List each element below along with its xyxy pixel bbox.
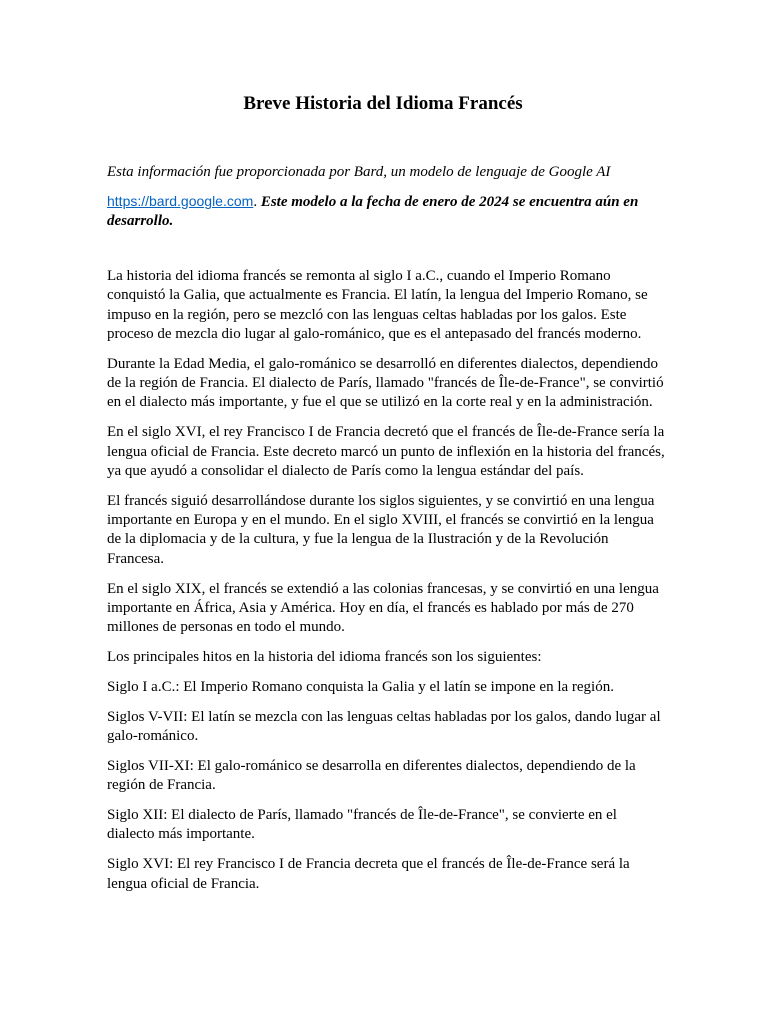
source-link[interactable]: https://bard.google.com: [107, 193, 254, 209]
milestone-item: Siglo XVI: El rey Francisco I de Francia decreta que el francés de Île-de-France será la lengua oficial de Francia.: [107, 856, 630, 892]
source-note: Este modelo a la fecha de enero de 2024 se encuentra aún en desarrollo.: [107, 194, 639, 229]
paragraph-5: En el siglo XIX, el francés se extendió a las colonias francesas, y se convirtió en una lengua importante en África, Asia y América. Hoy en día, el francés es hablado por más de 270 millones de personas en todo el mundo.: [107, 580, 659, 636]
milestone-item: Siglo I a.C.: El Imperio Romano conquista la Galia y el latín se impone en la región.: [107, 678, 614, 695]
source-punctuation: .: [253, 194, 258, 210]
paragraph-2: Durante la Edad Media, el galo-románico se desarrolló en diferentes dialectos, dependiendo de la región de Francia. El dialecto de París, llamado "francés de Île-de-France", se convirtió en el dialecto más importante, y fue el que se utilizó en la corte real y en la administración.: [107, 355, 664, 411]
attribution-note: Esta información fue proporcionada por Bard, un modelo de lenguaje de Google AI: [107, 164, 611, 180]
body-text: [107, 267, 667, 905]
milestones-intro: Los principales hitos en la historia del idioma francés son los siguientes:: [107, 649, 542, 666]
paragraph-4: El francés siguió desarrollándose durante los siglos siguientes, y se convirtió en una lengua importante en Europa y en el mundo. En el siglo XVIII, el francés se convirtió en la lengua de la diplomacia y de la cultura, y fue la lengua de la Ilustración y de la Revolución Francesa.: [107, 492, 655, 567]
milestone-item: Siglos V-VII: El latín se mezcla con las lenguas celtas habladas por los galos, dando lugar al galo-románico.: [107, 708, 661, 745]
source-line: [107, 192, 667, 231]
paragraph-3: En el siglo XVI, el rey Francisco I de Francia decretó que el francés de Île-de-France sería la lengua oficial de Francia. Este decreto marcó un punto de inflexión en la historia del francés, ya que ayudó a consolidar el dialecto de París como la lengua estándar del país.: [107, 424, 665, 479]
paragraph-1: La historia del idioma francés se remonta al siglo I a.C., cuando el Imperio Romano conquistó la Galia, que actualmente es Francia. El latín, la lengua del Imperio Romano, se impuso en la región, pero se mezcló con las lenguas celtas habladas por los galos. Este proceso de mezcla dio lugar al galo-románico, que es el antepasado del francés moderno.: [107, 268, 648, 342]
milestone-item: Siglo XII: El dialecto de París, llamado "francés de Île-de-France", se convierte en el dialecto más importante.: [107, 807, 617, 843]
milestone-item: Siglos VII-XI: El galo-románico se desarrolla en diferentes dialectos, dependiendo de la región de Francia.: [107, 757, 636, 794]
document-title: Breve Historia del Idioma Francés: [243, 93, 523, 114]
